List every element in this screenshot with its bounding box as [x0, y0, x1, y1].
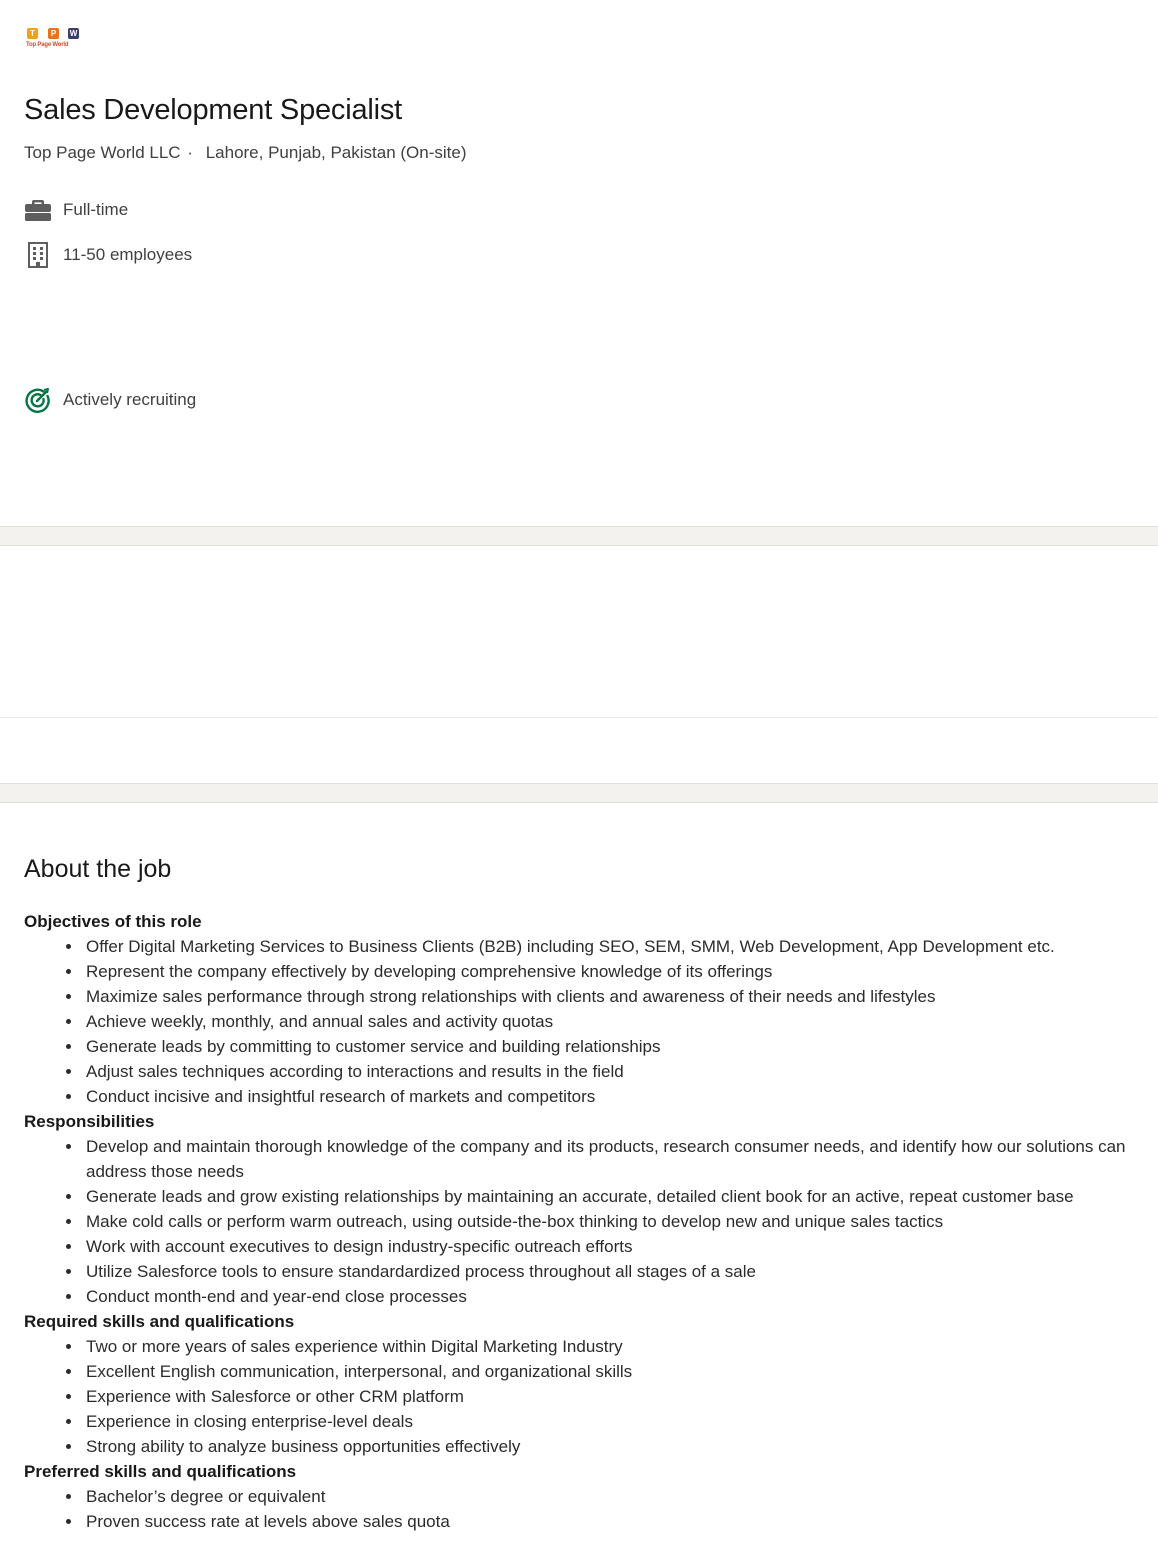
job-location: Lahore, Punjab, Pakistan (On-site) [205, 143, 467, 162]
company-logo[interactable] [26, 28, 82, 54]
blank-section-card [0, 546, 1158, 783]
description-bullet-item: Maximize sales performance through strong relationships with clients and awareness of their needs and lifestyles [86, 984, 1134, 1009]
insight-company-size [24, 242, 192, 268]
description-bullet-item: Generate leads by committing to customer service and building relationships [86, 1034, 1134, 1059]
logo-tile-t: T [27, 28, 38, 39]
separator-dot: · [187, 143, 193, 162]
description-bullet-item: Bachelor’s degree or equivalent [86, 1484, 1134, 1509]
recruiting-status-text: Actively recruiting [63, 390, 197, 409]
description-section-heading: Required skills and qualifications [24, 1312, 295, 1331]
description-bullet-list [24, 1134, 1134, 1309]
description-bullet-item: Make cold calls or perform warm outreach, using outside-the-box thinking to develop new and unique sales tactics [86, 1209, 1134, 1234]
logo-tile-p: P [48, 28, 59, 39]
description-section-heading: Preferred skills and qualifications [24, 1462, 297, 1481]
job-title: Sales Development Specialist [24, 94, 403, 126]
description-bullet-item: Develop and maintain thorough knowledge of the company and its products, research consumer needs, and identify how our solutions can address those needs [86, 1134, 1134, 1184]
job-top-card [0, 0, 1158, 526]
description-bullet-list [24, 1334, 1134, 1459]
briefcase-icon [24, 197, 52, 223]
target-icon [24, 387, 52, 413]
logo-wordmark: Top Page World [26, 42, 69, 48]
description-bullet-item: Utilize Salesforce tools to ensure standardardized process throughout all stages of a sale [86, 1259, 1134, 1284]
building-icon [24, 242, 52, 268]
description-section-heading: Objectives of this role [24, 912, 202, 931]
description-bullet-item: Proven success rate at levels above sales quota [86, 1509, 1134, 1534]
description-bullet-item: Generate leads and grow existing relationships by maintaining an accurate, detailed client book for an active, repeat customer base [86, 1184, 1134, 1209]
job-description [24, 909, 1134, 1534]
description-bullet-item: Adjust sales techniques according to interactions and results in the field [86, 1059, 1134, 1084]
company-name-link[interactable]: Top Page World LLC [24, 143, 181, 162]
company-location-line [24, 143, 467, 163]
description-bullet-item: Work with account executives to design industry-specific outreach efforts [86, 1234, 1134, 1259]
section-separator [0, 526, 1158, 546]
description-bullet-list [24, 934, 1134, 1109]
insight-employment-type [24, 197, 128, 223]
description-section-heading: Responsibilities [24, 1112, 155, 1131]
description-bullet-item: Offer Digital Marketing Services to Business Clients (B2B) including SEO, SEM, SMM, Web Development, App Development etc. [86, 934, 1134, 959]
description-bullet-item: Experience in closing enterprise-level deals [86, 1409, 1134, 1434]
description-bullet-item: Conduct month-end and year-end close processes [86, 1284, 1134, 1309]
insight-recruiting-status [24, 387, 196, 413]
description-bullet-item: Represent the company effectively by developing comprehensive knowledge of its offerings [86, 959, 1134, 984]
description-bullet-item: Achieve weekly, monthly, and annual sales and activity quotas [86, 1009, 1134, 1034]
description-bullet-list [24, 1484, 1134, 1534]
description-bullet-item: Conduct incisive and insightful research of markets and competitors [86, 1084, 1134, 1109]
employment-type-text: Full-time [63, 200, 129, 219]
divider-line [0, 717, 1158, 718]
logo-tile-w: W [69, 29, 78, 38]
description-bullet-item: Two or more years of sales experience within Digital Marketing Industry [86, 1334, 1134, 1359]
company-size-text: 11-50 employees [63, 245, 193, 264]
about-job-title: About the job [24, 855, 172, 883]
description-bullet-item: Excellent English communication, interpersonal, and organizational skills [86, 1359, 1134, 1384]
section-separator [0, 783, 1158, 803]
description-bullet-item: Experience with Salesforce or other CRM platform [86, 1384, 1134, 1409]
description-bullet-item: Strong ability to analyze business opportunities effectively [86, 1434, 1134, 1459]
